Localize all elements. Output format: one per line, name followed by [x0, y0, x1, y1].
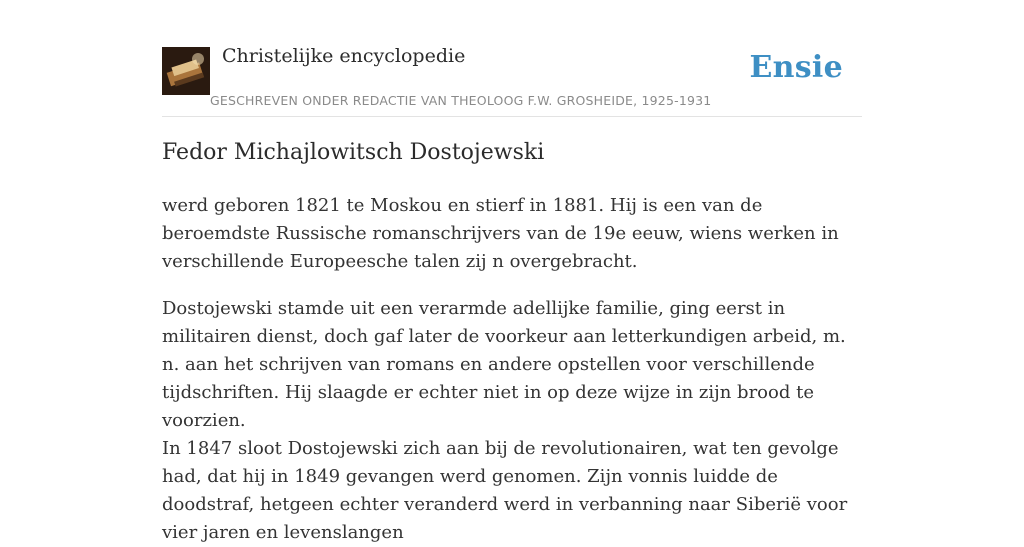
source-header: [162, 0, 862, 117]
article-title: Fedor Michajlowitsch Dostojewski: [162, 140, 545, 165]
article-paragraph: Dostojewski stamde uit een verarmde adellijke familie, ging eerst in militairen dienst, doch gaf later de voorkeur aan letterkundigen arbeid, m. n. aan het schrijven van romans en andere opstellen voor verschillende tijdschriften. Hij slaagde er echter niet in op deze wijze in zijn brood te voorzien.: [162, 298, 846, 431]
source-title[interactable]: Christelijke encyclopedie: [222, 45, 466, 67]
source-avatar[interactable]: [162, 47, 210, 95]
book-image-icon: [162, 47, 210, 95]
article-paragraph: werd geboren 1821 te Moskou en stierf in 1881. Hij is een van de beroemdste Russische romanschrijvers van de 19e eeuw, wiens werken in verschillende Europeesche talen zij n overgebracht.: [162, 195, 839, 272]
article-paragraph: In 1847 sloot Dostojewski zich aan bij de revolutionairen, wat ten gevolge had, dat hij in 1849 gevangen werd genomen. Zijn vonnis luidde de doodstraf, hetgeen echter veranderd werd in verbanning naar Siberië voor vier jaren en levenslangen: [162, 438, 848, 543]
brand-logo[interactable]: Ensie: [749, 50, 843, 85]
page: [162, 0, 862, 543]
source-subtitle: GESCHREVEN ONDER REDACTIE VAN THEOLOOG F.W. GROSHEIDE, 1925-1931: [210, 93, 712, 108]
